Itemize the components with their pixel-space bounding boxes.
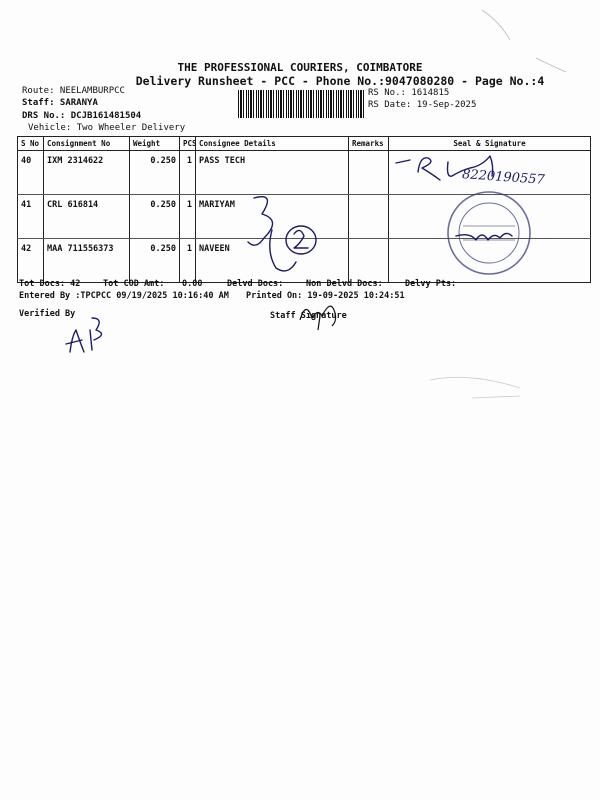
rs-number: RS No.: 1614815 xyxy=(368,88,450,98)
col-header-consignment: Consignment No xyxy=(44,137,130,151)
cell-sno: 42 xyxy=(18,239,44,283)
cell-consignee: MARIYAM xyxy=(196,195,349,239)
page-smudge-mark xyxy=(430,377,520,388)
cell-pcs: 1 xyxy=(180,195,196,239)
page-smudge-mark xyxy=(482,10,510,40)
cell-consignment: MAA 711556373 xyxy=(44,239,130,283)
company-title: THE PROFESSIONAL COURIERS, COIMBATORE xyxy=(177,61,423,74)
rs-date: RS Date: 19-Sep-2025 xyxy=(368,100,477,110)
staff-text: Staff: SARANYA xyxy=(22,98,98,108)
cell-pcs: 1 xyxy=(180,151,196,195)
page-smudge-mark xyxy=(536,58,566,72)
handwritten-count-mark xyxy=(248,197,273,245)
staff-signature-label: Staff Signature xyxy=(270,311,347,321)
entered-by: Entered By :TPCPCC 09/19/2025 10:16:40 AM xyxy=(19,291,229,301)
page-smudge-mark xyxy=(472,396,520,398)
col-header-signature: Seal & Signature xyxy=(389,137,591,151)
col-header-weight: Weight xyxy=(130,137,180,151)
route-text: Route: NEELAMBURPCC xyxy=(22,86,125,96)
cell-consignee: PASS TECH xyxy=(196,151,349,195)
verified-by-signature xyxy=(66,318,102,352)
cell-consignee: NAVEEN xyxy=(196,239,349,283)
col-header-pcs: PCS xyxy=(180,137,196,151)
cell-consignment: IXM 2314622 xyxy=(44,151,130,195)
col-header-remarks: Remarks xyxy=(349,137,389,151)
delvd-docs: Delvd Docs: xyxy=(227,279,284,289)
non-delvd-docs: Non Delvd Docs: xyxy=(306,279,383,289)
drs-number: DRS No.: DCJB161481504 xyxy=(22,111,142,121)
printed-on: Printed On: 19-09-2025 10:24:51 xyxy=(246,291,405,301)
col-header-consignee: Consignee Details xyxy=(196,137,349,151)
signature-mark xyxy=(456,233,512,240)
staff-signature-mark xyxy=(300,306,336,330)
cell-sno: 40 xyxy=(18,151,44,195)
cell-pcs: 1 xyxy=(180,239,196,283)
signature-mark xyxy=(396,156,493,180)
handwritten-phone-note: 8220190557 xyxy=(461,167,546,188)
vehicle-text: Vehicle: Two Wheeler Delivery xyxy=(28,123,186,133)
delvy-pts: Delvy Pts: xyxy=(405,279,457,289)
seal-stamp-icon xyxy=(448,192,530,274)
runsheet-title: Delivery Runsheet - PCC - Phone No.:9047080280 - Page No.:4 xyxy=(135,74,545,88)
tot-cod-value: 0.00 xyxy=(182,279,203,289)
col-header-sno: S No xyxy=(18,137,44,151)
cell-weight: 0.250 xyxy=(130,151,180,195)
cell-weight: 0.250 xyxy=(130,195,180,239)
verified-by-label: Verified By xyxy=(19,309,76,319)
tot-cod-label: Tot COD Amt: xyxy=(103,279,165,289)
cell-sno: 41 xyxy=(18,195,44,239)
tot-docs: Tot Docs: 42 xyxy=(19,279,81,289)
cell-weight: 0.250 xyxy=(130,239,180,283)
cell-consignment: CRL 616814 xyxy=(44,195,130,239)
